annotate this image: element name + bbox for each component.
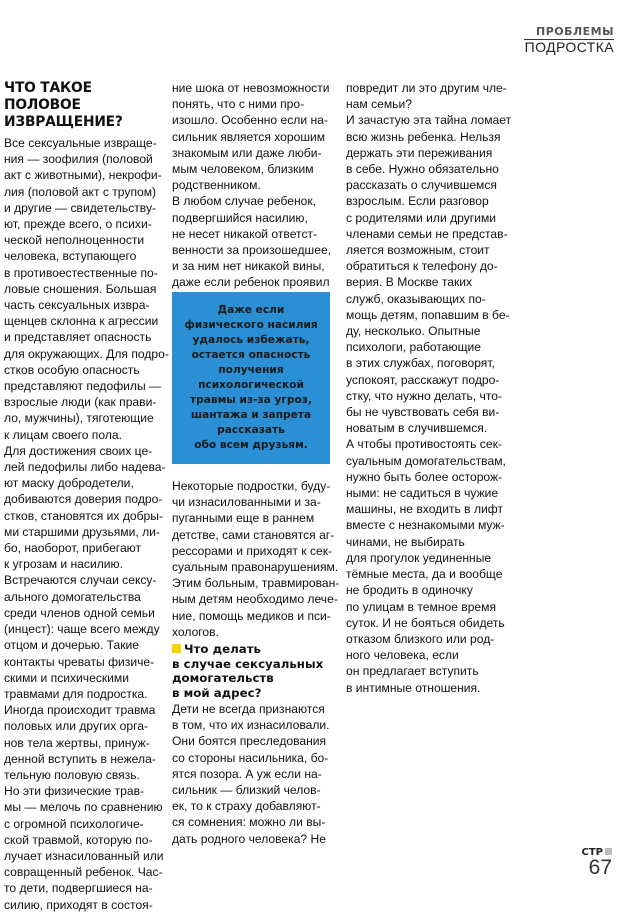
header-section: ПОДРОСТКА: [524, 39, 614, 55]
title-line: ПОЛОВОЕ: [4, 97, 81, 113]
subheading-line: [172, 657, 335, 672]
text-line: Они боятся преследования: [172, 734, 327, 749]
text-line: денной вступить в нежела-: [4, 751, 156, 766]
text-line: ческой неполноценности: [4, 233, 145, 248]
text-line: добиваются доверия подро-: [4, 492, 163, 507]
column-1: [4, 80, 169, 913]
text-line: среди членов одной семьи: [4, 605, 155, 620]
text-line: ного человека, если: [346, 648, 459, 663]
text-line: держать эти переживания: [346, 145, 493, 160]
text-line: ют, прежде всего, о психи-: [4, 217, 152, 232]
text-line: то дети, подвергшиеся на-: [4, 881, 153, 896]
text-line: Встречаются случаи сексу-: [4, 573, 157, 588]
text-line: суальным домогательствам,: [346, 453, 506, 468]
text-line: чинами, не выбирать: [346, 534, 465, 549]
text-line: понять, что с ними про-: [172, 97, 305, 112]
text-line: ду, несколько. Опытные: [346, 324, 481, 339]
text-line: родственником.: [172, 178, 261, 193]
text-line: в этих службах, поговорят,: [346, 356, 495, 371]
text-line: ляется возможным, стоит: [346, 243, 490, 258]
text-line: (инцест): чаще всего между: [4, 622, 160, 637]
text-line: совращенный ребенок. Час-: [4, 865, 163, 880]
text-line: представляют педофилы —: [4, 379, 162, 394]
text-line: мым человеком, близким: [172, 162, 314, 177]
text-line: детстве, сами становятся аг-: [172, 527, 335, 542]
text-line: мощь детям, попавшим в бе-: [346, 307, 510, 322]
text-line: чи изнасилованными и за-: [172, 495, 321, 510]
pull-quote-line: остается опасность: [191, 349, 311, 361]
text-line: изошло. Особенно если на-: [172, 113, 328, 128]
text-line: машины, не входить в лифт: [346, 502, 503, 517]
text-line: бо, наоборот, прибегают: [4, 541, 142, 556]
text-line: с огромной психологиче-: [4, 816, 144, 831]
text-line: ми старшими друзьями, ли-: [4, 524, 160, 539]
text-line: он предлагает вступить: [346, 664, 479, 679]
text-line: тёмные места, да и вообще: [346, 567, 503, 582]
text-line: обратиться к телефону до-: [346, 259, 498, 274]
text-line: дать родного человека? Не: [172, 831, 326, 846]
text-line: вместе с незнакомыми муж-: [346, 518, 505, 533]
text-line: стков, становятся их добры-: [4, 508, 163, 523]
text-line: и за ним нет никакой вины,: [172, 259, 325, 274]
page-number: 67: [588, 856, 612, 879]
text-line: отцом и дочерью. Такие: [4, 638, 140, 653]
text-line: пуганными еще в раннем: [172, 511, 315, 526]
text-line: и представляет опасность: [4, 330, 152, 345]
column-3-text: [346, 80, 512, 696]
text-line: в противоестественные по-: [4, 265, 158, 280]
text-line: повредит ли это другим чле-: [346, 81, 507, 95]
text-line: лучает изнасилованный или: [4, 848, 164, 863]
title-line: ИЗВРАЩЕНИЕ?: [4, 114, 123, 130]
text-line: сильник — близкий челов-: [172, 783, 321, 798]
text-line: к угрозам и насилию.: [4, 557, 123, 572]
subheading-line: [172, 686, 335, 701]
text-line: ятся позора. А уж если на-: [172, 766, 322, 781]
column-2: [172, 80, 335, 307]
column-3: [346, 80, 512, 696]
text-line: Некоторые подростки, буду-: [172, 479, 331, 493]
text-line: венности за произошедшее,: [172, 243, 332, 258]
text-line: с родителями или другими: [346, 210, 497, 225]
text-line: знакомым или даже люби-: [172, 145, 322, 160]
text-line: ловые сношения. Большая: [4, 281, 157, 296]
subheading-text: Что делать: [184, 642, 262, 657]
text-line: сильник является хорошим: [172, 129, 326, 144]
text-line: Иногда происходит травма: [4, 703, 156, 718]
text-line: для прогулок уединенные: [346, 550, 492, 565]
text-line: лей педофилы либо надева-: [4, 460, 166, 475]
text-line: акт с животными), некрофи-: [4, 168, 162, 183]
pull-quote-line: травмы из-за угроз,: [190, 394, 312, 406]
text-line: не бродить в одиночку: [346, 583, 473, 598]
text-line: в интимные отношения.: [346, 680, 481, 695]
text-line: А чтобы противостоять сек-: [346, 437, 502, 452]
text-line: подвергшийся насилию,: [172, 210, 308, 225]
text-line: половых или других орга-: [4, 719, 148, 734]
text-line: ния — зоофилия (половой: [4, 152, 153, 167]
text-line: успокоят, расскажут подро-: [346, 372, 500, 387]
text-line: травмами для подростка.: [4, 686, 148, 701]
subheading-line: [172, 642, 335, 657]
text-line: ального домогательства: [4, 589, 141, 604]
pull-quote-line: психологической: [198, 379, 304, 391]
bullet-square: [172, 644, 181, 653]
subheading: [172, 642, 335, 700]
text-line: членами семьи не представ-: [346, 226, 508, 241]
text-line: лия (половой акт с трупом): [4, 184, 157, 199]
page-marker-square: [605, 848, 612, 855]
text-line: нам семьи?: [346, 97, 412, 112]
text-line: стков особую опасность: [4, 362, 140, 377]
pull-quote-line: получения: [218, 364, 284, 376]
text-line: и другие — свидетельству-: [4, 200, 157, 215]
text-line: ние, помощь медиков и пси-: [172, 608, 331, 623]
column-2-lower: [172, 478, 340, 847]
text-line: силию, приходят в состоя-: [4, 897, 153, 912]
text-line: новатым в случившемся.: [346, 421, 488, 436]
pull-quote: [172, 292, 330, 464]
column-1-text: [4, 135, 169, 913]
text-line: ют маску добродетели,: [4, 476, 134, 491]
column-2-text-top: [172, 80, 335, 307]
text-line: служб, оказывающих по-: [346, 291, 486, 306]
pull-quote-line: обо всем друзьям.: [194, 439, 308, 451]
text-line: щенцев склонна к агрессии: [4, 314, 159, 329]
text-line: ек, то к страху добавляют-: [172, 799, 321, 814]
text-line: стку, что нужно делать, что-: [346, 388, 502, 403]
text-line: верия. В Москве таких: [346, 275, 473, 290]
text-line: в том, что их изнасиловали.: [172, 718, 330, 733]
text-line: ными: не садиться в чужие: [346, 486, 499, 501]
section-header: [524, 26, 614, 54]
text-line: хологов.: [172, 624, 219, 639]
subheading-line: [172, 671, 335, 686]
column-2-text-bottom: [172, 701, 335, 847]
column-2-text-mid: [172, 478, 340, 640]
text-line: по улицам в темное время: [346, 599, 497, 614]
text-line: Все сексуальные извраще-: [4, 136, 157, 150]
text-line: тельную половую связь.: [4, 767, 140, 782]
subheading-text: домогательств: [172, 671, 274, 686]
text-line: психологи, работающие: [346, 340, 481, 355]
text-line: мы — мелочь по сравнению: [4, 800, 163, 815]
text-line: всю жизнь ребенка. Нельзя: [346, 129, 501, 144]
text-line: Для достижения своих це-: [4, 443, 153, 458]
pull-quote-line: Даже если: [217, 304, 285, 316]
text-line: суальным правонарушениям.: [172, 560, 339, 575]
page-footer: [582, 848, 613, 878]
text-line: взрослые люди (как прави-: [4, 395, 157, 410]
text-line: даже если ребенок проявил: [172, 275, 330, 290]
text-line: ся сомнения: можно ли вы-: [172, 815, 326, 830]
text-line: часть сексуальных извра-: [4, 298, 150, 313]
text-line: Этим больным, травмирован-: [172, 576, 340, 591]
text-line: отказом близкого или род-: [346, 631, 495, 646]
text-line: ской травмой, которую по-: [4, 832, 153, 847]
text-line: Дети не всегда признаются: [172, 702, 325, 717]
text-line: со стороны насильника, бо-: [172, 750, 329, 765]
subheading-text: в случае сексуальных: [172, 656, 324, 671]
text-line: не несет никакой ответст-: [172, 226, 318, 241]
text-line: рессорами и приходят к сек-: [172, 543, 333, 558]
text-line: взрослым. Если разговор: [346, 194, 489, 209]
pull-quote-line: удалось избежать,: [192, 334, 310, 346]
text-line: ние шока от невозможности: [172, 81, 330, 95]
pull-quote-line: физического насилия: [184, 319, 318, 331]
page-label: СТР: [582, 848, 613, 858]
text-line: контакты чреваты физиче-: [4, 654, 155, 669]
subheading-text: в мой адрес?: [172, 685, 262, 700]
text-line: к лицам своего пола.: [4, 427, 122, 442]
text-line: нужно быть более осторож-: [346, 469, 503, 484]
pull-quote-line: шантажа и запрета: [190, 409, 312, 421]
text-line: И зачастую эта тайна ломает: [346, 113, 512, 128]
header-kicker: ПРОБЛЕМЫ: [536, 25, 614, 38]
text-line: ным детям необходимо лече-: [172, 592, 338, 607]
text-line: бы не чувствовать себя ви-: [346, 405, 500, 420]
text-line: нов тела жертвы, принуж-: [4, 735, 150, 750]
text-line: рассказать о случившемся: [346, 178, 497, 193]
text-line: в себе. Нужно обязательно: [346, 162, 499, 177]
text-line: суток. И не бояться обидеть: [346, 615, 505, 630]
text-line: для окружающих. Для подро-: [4, 346, 169, 361]
text-line: ло, мужчины), тяготеющие: [4, 411, 154, 426]
article-title: [4, 80, 156, 131]
text-line: скими и психическими: [4, 670, 129, 685]
title-line: ЧТО ТАКОЕ: [4, 80, 92, 96]
text-line: Но эти физические трав-: [4, 784, 145, 799]
text-line: человека, вступающего: [4, 249, 137, 264]
text-line: В любом случае ребенок,: [172, 194, 317, 209]
pull-quote-line: рассказать: [217, 424, 285, 436]
